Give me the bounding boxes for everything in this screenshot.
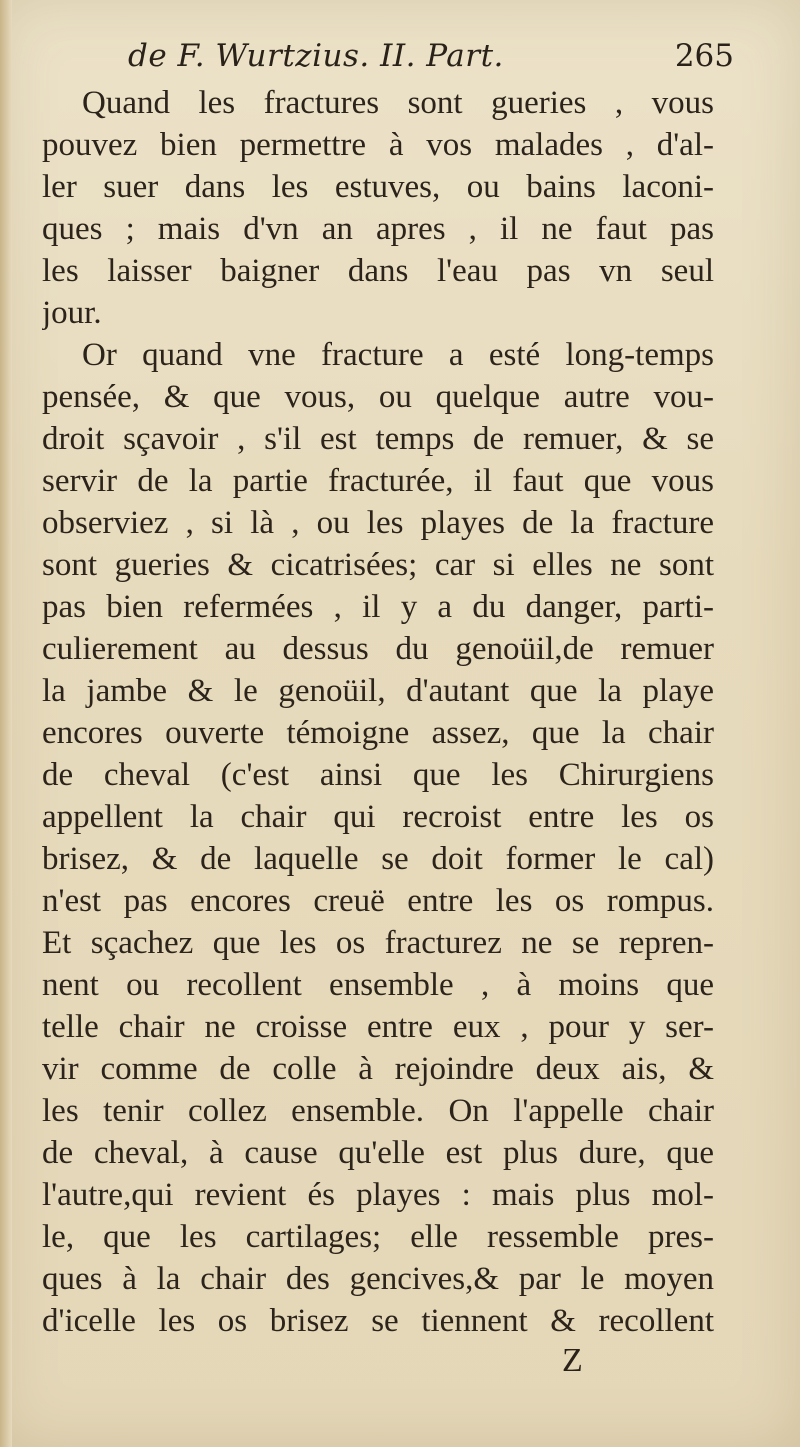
text-line: droit sçavoir , s'il est temps de remuer, & se bbox=[42, 421, 714, 457]
body-text bbox=[42, 82, 714, 1342]
page-binding-edge bbox=[0, 0, 12, 1447]
text-line: ler suer dans les estuves, ou bains laconi- bbox=[42, 169, 714, 205]
text-line: nent ou recollent ensemble , à moins que bbox=[42, 967, 714, 1003]
text-line: pensée, & que vous, ou quelque autre vou- bbox=[42, 379, 714, 415]
text-line: le, que les cartilages; elle ressemble pres- bbox=[42, 1219, 714, 1255]
text-line: sont gueries & cicatrisées; car si elles ne sont bbox=[42, 547, 714, 583]
text-line: jour. bbox=[42, 295, 102, 331]
text-line: ques à la chair des gencives,& par le moyen bbox=[42, 1261, 714, 1297]
text-line: observiez , si là , ou les playes de la fracture bbox=[42, 505, 714, 541]
text-line: les laisser baigner dans l'eau pas vn seul bbox=[42, 253, 714, 289]
text-line: culierement au dessus du genoüil,de remuer bbox=[42, 631, 714, 667]
text-line: brisez, & de laquelle se doit former le cal) bbox=[42, 841, 714, 877]
text-line: telle chair ne croisse entre eux , pour y ser- bbox=[42, 1009, 714, 1045]
running-title: de F. Wurtzius. II. Part. bbox=[128, 38, 504, 74]
text-line: n'est pas encores creuë entre les os rompus. bbox=[42, 883, 714, 919]
text-line: la jambe & le genoüil, d'autant que la playe bbox=[42, 673, 714, 709]
text-line: encores ouverte témoigne assez, que la chair bbox=[42, 715, 714, 751]
text-line: Or quand vne fracture a esté long-temps bbox=[82, 337, 714, 373]
text-line: Quand les fractures sont gueries , vous bbox=[82, 85, 714, 121]
text-line: Et sçachez que les os fracturez ne se repren- bbox=[42, 925, 714, 961]
text-line: appellent la chair qui recroist entre les os bbox=[42, 799, 714, 835]
text-line: vir comme de colle à rejoindre deux ais, & bbox=[42, 1051, 714, 1087]
text-line: servir de la partie fracturée, il faut que vous bbox=[42, 463, 714, 499]
text-line: d'icelle les os brisez se tiennent & recollent bbox=[42, 1303, 714, 1339]
text-line: de cheval, à cause qu'elle est plus dure, que bbox=[42, 1135, 714, 1171]
text-line: pas bien refermées , il y a du danger, parti- bbox=[42, 589, 714, 625]
text-line: les tenir collez ensemble. On l'appelle chair bbox=[42, 1093, 714, 1129]
text-line: pouvez bien permettre à vos malades , d'al- bbox=[42, 127, 714, 163]
signature-mark: Z bbox=[562, 1342, 583, 1379]
text-line: l'autre,qui revient és playes : mais plus mol- bbox=[42, 1177, 714, 1213]
running-header bbox=[40, 38, 740, 84]
text-line: ques ; mais d'vn an apres , il ne faut pas bbox=[42, 211, 714, 247]
text-line: de cheval (c'est ainsi que les Chirurgiens bbox=[42, 757, 714, 793]
page-number: 265 bbox=[674, 38, 734, 74]
